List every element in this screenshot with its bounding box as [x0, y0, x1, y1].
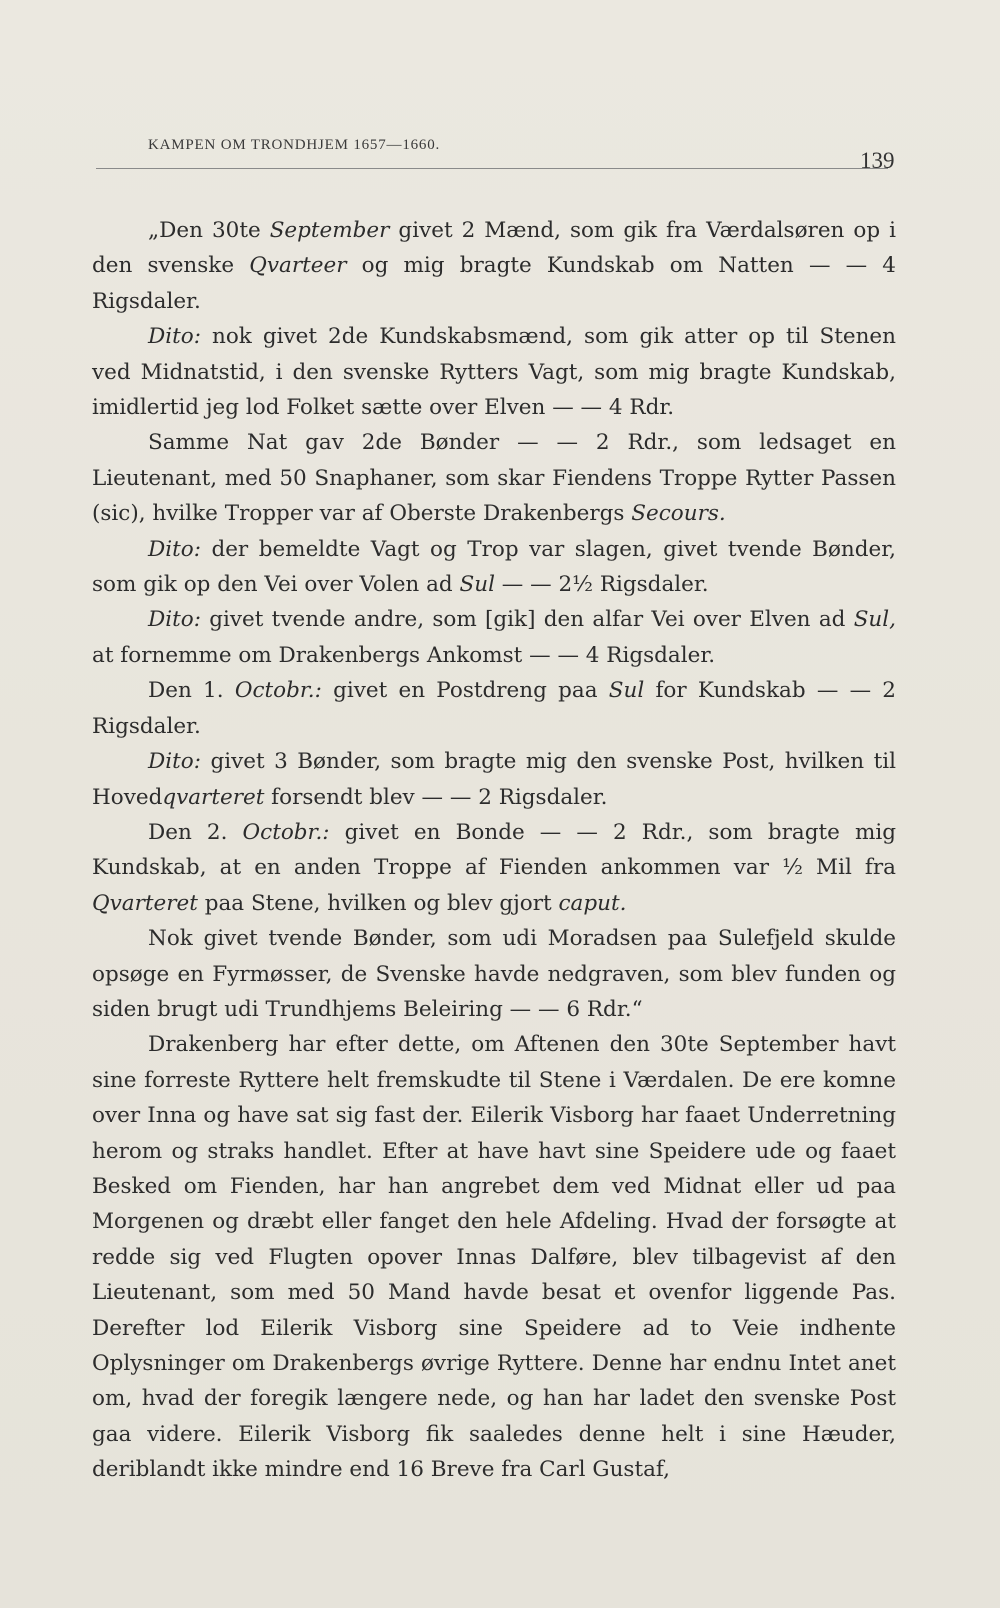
italic-text: Dito:	[148, 749, 201, 775]
paragraph-4	[92, 532, 896, 603]
text-run: paa Stene, hvilken og blev gjort	[197, 890, 559, 916]
text-run: at fornemme om Drakenbergs Ankomst — — 4 Rigsdaler.	[92, 642, 716, 668]
text-run: givet 2 Mænd, som gik fra Værdalsøren op i den svenske	[92, 218, 896, 279]
text-run: for Kundskab — — 2 Rigsdaler.	[92, 678, 896, 739]
text-run: givet 3 Bønder, som bragte mig den svenske Post, hvilken til Hoved	[92, 749, 896, 810]
body-text	[92, 213, 896, 1488]
italic-text: Dito:	[148, 324, 201, 350]
text-run: og mig bragte Kundskab om Natten — — 4 Rigsdaler.	[92, 253, 896, 314]
paragraph-9	[92, 921, 896, 1027]
paragraph-10	[92, 1027, 896, 1487]
page-number: 139	[860, 148, 895, 173]
italic-text: Qvarteer	[249, 253, 347, 279]
text-run: Den 2.	[148, 819, 243, 845]
text-run: nok givet 2de Kundskabsmænd, som gik atter op til Stenen ved Midnatstid, i den svenske Rytters Vagt, som mig bragte Kundskab, imidlertid jeg lod Folket sætte over Elven — — 4 Rdr.	[92, 324, 896, 421]
text-run: Samme Nat gav 2de Bønder — — 2 Rdr., som ledsaget en Lieutenant, med 50 Snaphaner, som skar Fiendens Troppe Rytter Passen (sic), hvilke Tropper var af Oberste Drakenbergs	[92, 430, 896, 527]
italic-text: Octobr.:	[242, 819, 330, 845]
text-run: givet tvende andre, som [gik] den alfar Vei over Elven ad	[200, 607, 854, 633]
text-run: Den 1.	[148, 678, 235, 704]
paragraph-2	[92, 319, 896, 425]
italic-text: Secours.	[631, 501, 726, 527]
text-run: der bemeldte Vagt og Trop var slagen, givet tvende Bønder, som gik op den Vei over Volen ad	[92, 536, 896, 598]
text-run: givet en Postdreng paa	[321, 678, 609, 704]
italic-text: Dito:	[148, 536, 201, 562]
paragraph-1	[92, 213, 896, 319]
running-head: KAMPEN OM TRONDHJEM 1657—1660.	[148, 137, 441, 153]
italic-text: caput.	[558, 890, 627, 916]
header-rule	[96, 168, 888, 169]
italic-text: Sul	[459, 572, 495, 598]
paragraph-7	[92, 744, 896, 815]
italic-text: Qvarteret	[92, 890, 198, 916]
paragraph-8	[92, 815, 896, 921]
paragraph-6	[92, 673, 896, 744]
text-run: — — 2½ Rigsdaler.	[494, 572, 709, 598]
paragraph-5	[92, 602, 896, 673]
italic-text: qvarteret	[162, 784, 265, 810]
paragraph-3	[92, 425, 896, 531]
text-run: Nok givet tvende Bønder, som udi Moradsen paa Sulefjeld skulde opsøge en Fyrmøsser, de Svenske havde nedgraven, som blev funden og siden brugt udi Trundhjems Beleiring — — 6 Rdr.“	[92, 926, 896, 1022]
italic-text: Sul,	[853, 607, 896, 633]
italic-text: Dito:	[148, 607, 201, 633]
text-run: forsendt blev — — 2 Rigsdaler.	[264, 784, 608, 810]
italic-text: Octobr.:	[234, 678, 322, 704]
text-run: Drakenberg har efter dette, om Aftenen den 30te September havt sine forreste Ryttere helt fremskudte til Stene i Værdalen. De ere komne over Inna og have sat sig fast der. Eilerik Visborg har faaet Underretning herom og straks handlet. Efter at have havt sine Speidere ude og faaet Besked om Fienden, har han angrebet dem ved Midnat eller ud paa Morgenen og dræbt eller fanget den hele Afdeling. Hvad der forsøgte at redde sig ved Flugten opover Innas Dalføre, blev tilbagevist af den Lieutenant, som med 50 Mand havde besat et ovenfor liggende Pas. Derefter lod Eilerik Visborg sine Speidere ad to Veie indhente Oplysninger om Drakenbergs øvrige Ryttere. Denne har endnu Intet anet om, hvad der foregik længere nede, og han har ladet den svenske Post gaa videre. Eilerik Visborg fik saaledes denne helt i sine Hæuder, deriblandt ikke mindre end 16 Breve fra Carl Gustaf,	[92, 1032, 896, 1483]
italic-text: September	[269, 218, 390, 243]
italic-text: Sul	[608, 678, 645, 704]
text-run: givet en Bonde — — 2 Rdr., som bragte mig Kundskab, at en anden Troppe af Fienden ankommen var ½ Mil fra	[92, 819, 896, 881]
text-run: „Den 30te	[148, 218, 270, 243]
